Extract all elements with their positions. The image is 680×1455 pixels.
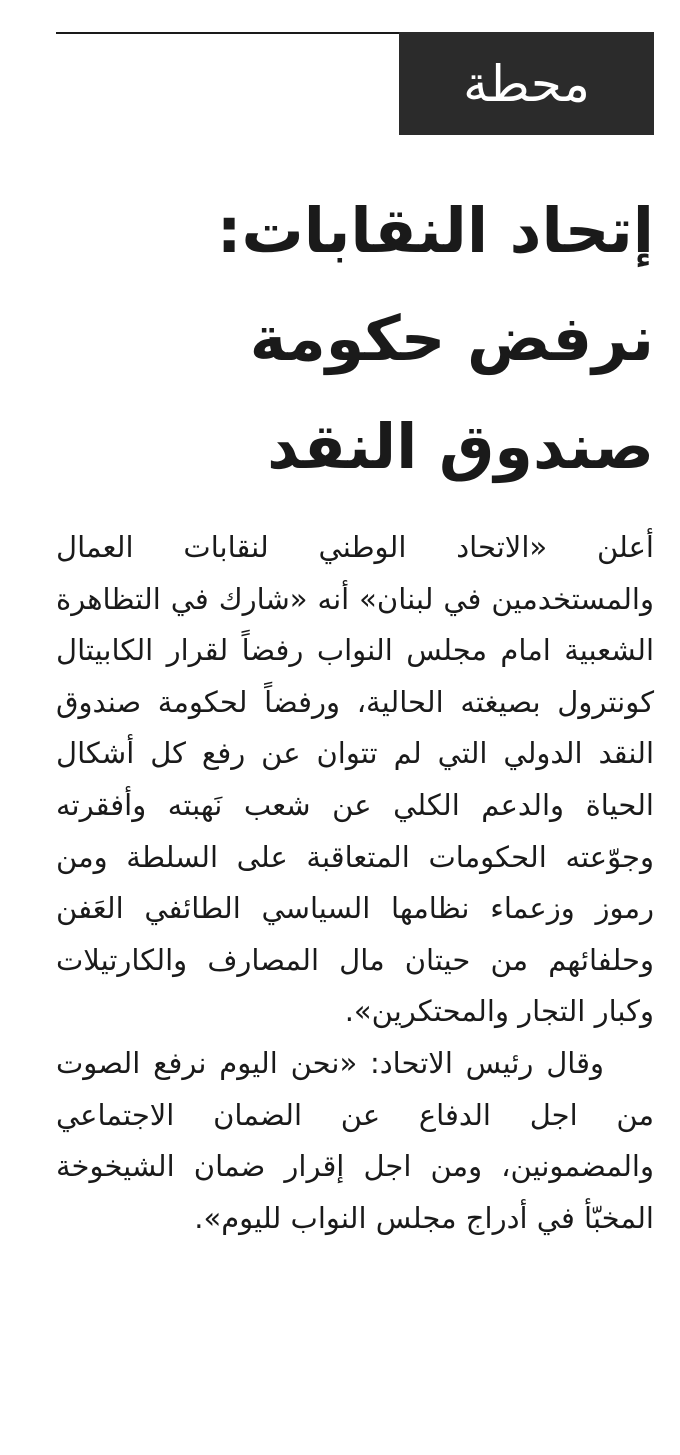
section-label: محطة	[399, 32, 654, 135]
headline-line-1: إتحاد النقابات:	[216, 194, 654, 267]
body-paragraph-2: وقال رئيس الاتحاد: «نحن اليوم نرفع الصوت من اجل الدفاع عن الضمان الاجتماعي والمضمونين، ومن اجل إقرار ضمان الشيخوخة المخبّأ في أدراج مجلس النواب لليوم».	[56, 1045, 654, 1235]
headline-line-3: صندوق النقد	[267, 410, 654, 483]
headline	[56, 177, 654, 501]
body-paragraph-1: أعلن «الاتحاد الوطني لنقابات العمال والمستخدمين في لبنان» أنه «شارك في التظاهرة الشعبية امام مجلس النواب رفضاً لقرار الكابيتال كونترول بصيغته الحالية، ورفضاً لحكومة صندوق النقد الدولي التي لم تتوان عن رفع كل أشكال الحياة والدعم الكلي عن شعب نَهبته وأفقرته وجوّعته الحكومات المتعاقبة على السلطة ومن رموز وزعماء نظامها السياسي الطائفي العَفن وحلفائهم من حيتان مال المصارف والكارتيلات وكبار التجار والمحتكرين».	[56, 530, 654, 1029]
article-body	[56, 522, 654, 1244]
headline-line-2: نرفض حكومة	[249, 302, 654, 375]
